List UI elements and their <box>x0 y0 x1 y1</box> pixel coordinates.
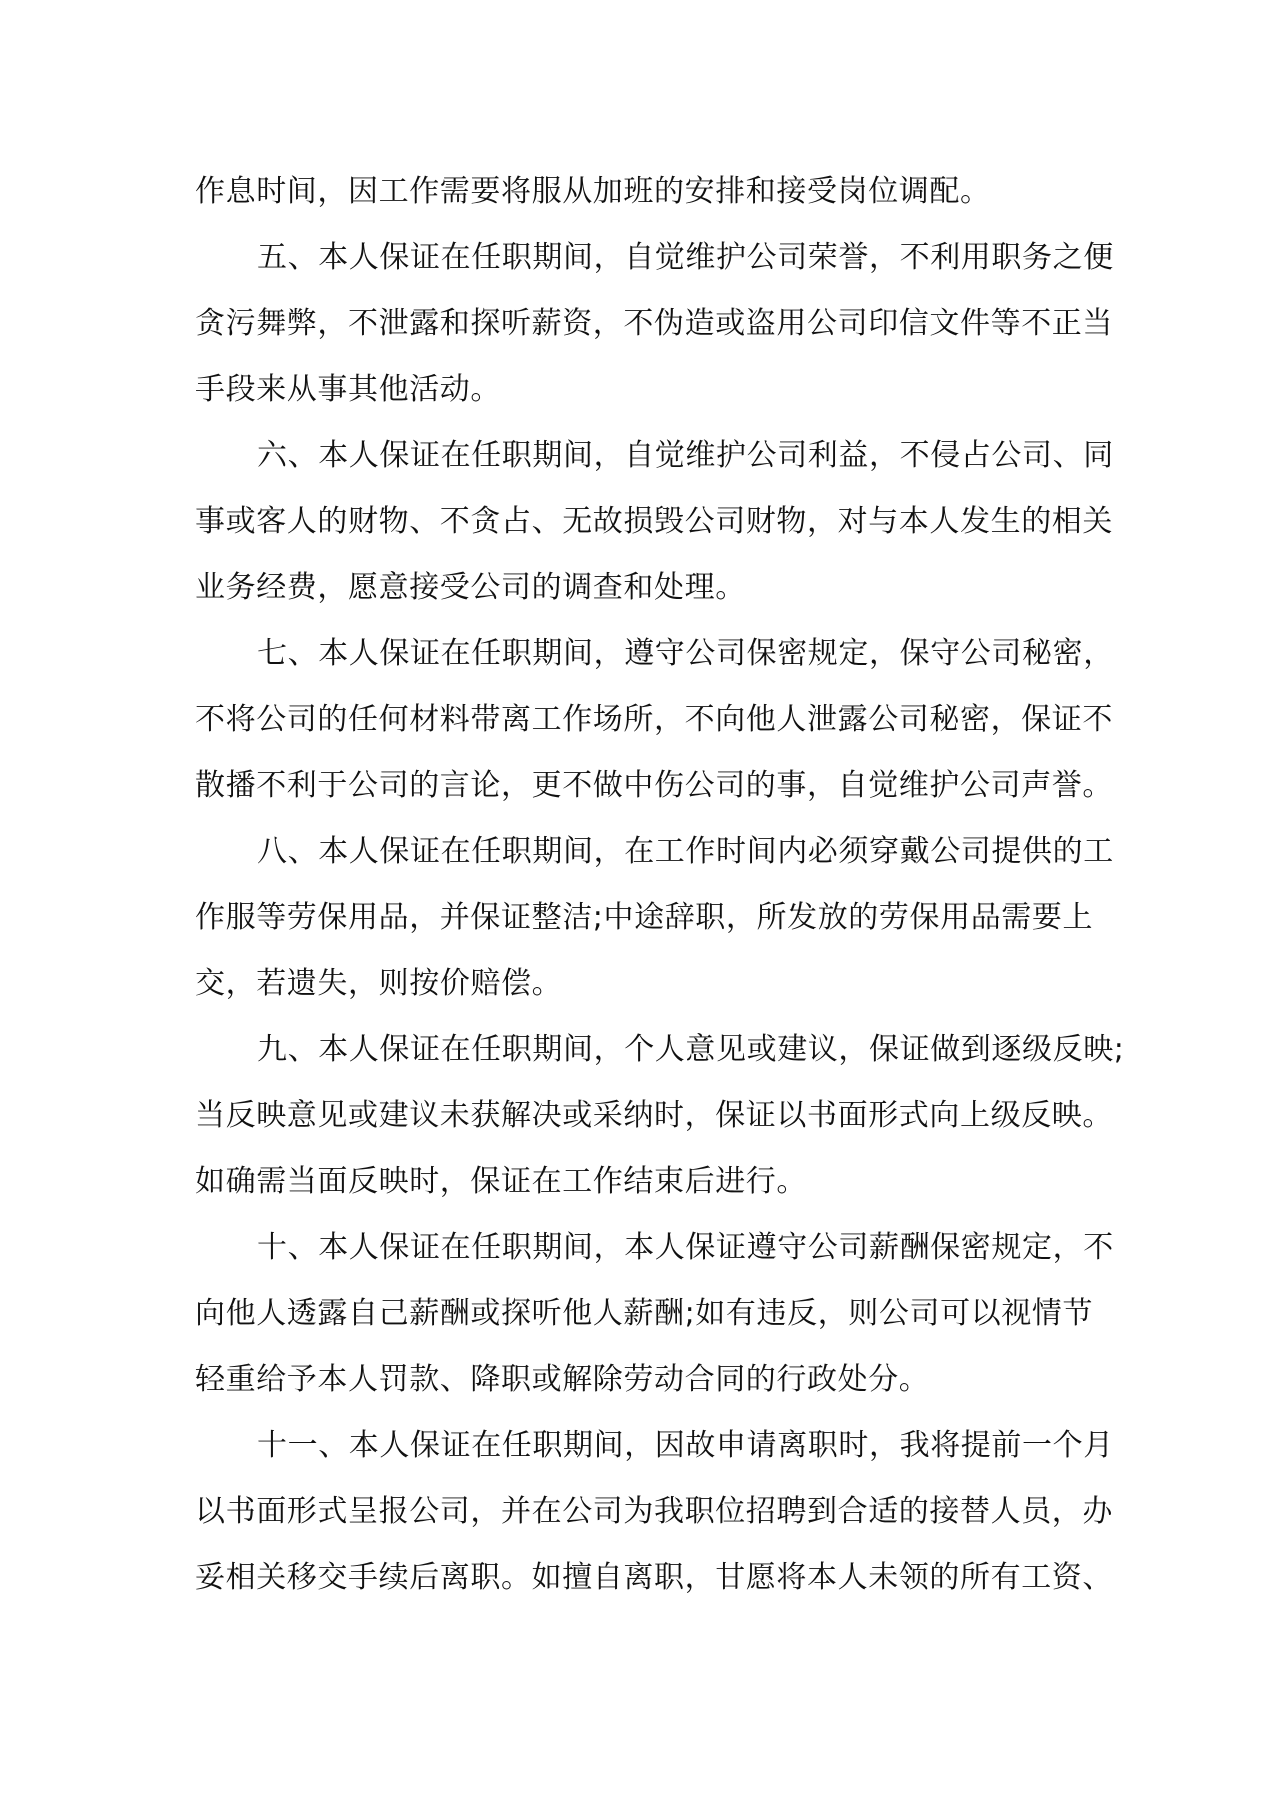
text-line: 十一、本人保证在任职期间，因故申请离职时，我将提前一个月 <box>257 1428 1114 1463</box>
text-line: 七、本人保证在任职期间，遵守公司保密规定，保守公司秘密， <box>257 636 1114 671</box>
text-line: 业务经费，愿意接受公司的调查和处理。 <box>195 570 746 605</box>
text-line: 不将公司的任何材料带离工作场所，不向他人泄露公司秘密，保证不 <box>195 702 1113 737</box>
text-line: 散播不利于公司的言论，更不做中伤公司的事，自觉维护公司声誉。 <box>195 768 1113 803</box>
text-line: 事或客人的财物、不贪占、无故损毁公司财物，对与本人发生的相关 <box>195 504 1113 539</box>
text-line: 作息时间，因工作需要将服从加班的安排和接受岗位调配。 <box>195 174 991 209</box>
text-line: 贪污舞弊，不泄露和探听薪资，不伪造或盗用公司印信文件等不正当 <box>195 306 1113 341</box>
text-line: 五、本人保证在任职期间，自觉维护公司荣誉，不利用职务之便 <box>257 240 1114 275</box>
text-line: 当反映意见或建议未获解决或采纳时，保证以书面形式向上级反映。 <box>195 1098 1113 1133</box>
text-line: 九、本人保证在任职期间，个人意见或建议，保证做到逐级反映; <box>257 1032 1125 1067</box>
text-line: 作服等劳保用品，并保证整洁;中途辞职，所发放的劳保用品需要上 <box>195 900 1094 935</box>
text-line: 交，若遗失，则按价赔偿。 <box>195 966 563 1001</box>
text-line: 手段来从事其他活动。 <box>195 372 501 407</box>
text-line: 轻重给予本人罚款、降职或解除劳动合同的行政处分。 <box>195 1362 930 1397</box>
text-line: 妥相关移交手续后离职。如擅自离职，甘愿将本人未领的所有工资、 <box>195 1560 1113 1595</box>
text-line: 如确需当面反映时，保证在工作结束后进行。 <box>195 1164 807 1199</box>
text-line: 十、本人保证在任职期间，本人保证遵守公司薪酬保密规定，不 <box>257 1230 1114 1265</box>
text-line: 六、本人保证在任职期间，自觉维护公司利益，不侵占公司、同 <box>257 438 1114 473</box>
text-line: 八、本人保证在任职期间，在工作时间内必须穿戴公司提供的工 <box>257 834 1114 869</box>
text-line: 向他人透露自己薪酬或探听他人薪酬;如有违反，则公司可以视情节 <box>195 1296 1094 1331</box>
text-line: 以书面形式呈报公司，并在公司为我职位招聘到合适的接替人员，办 <box>195 1494 1113 1529</box>
